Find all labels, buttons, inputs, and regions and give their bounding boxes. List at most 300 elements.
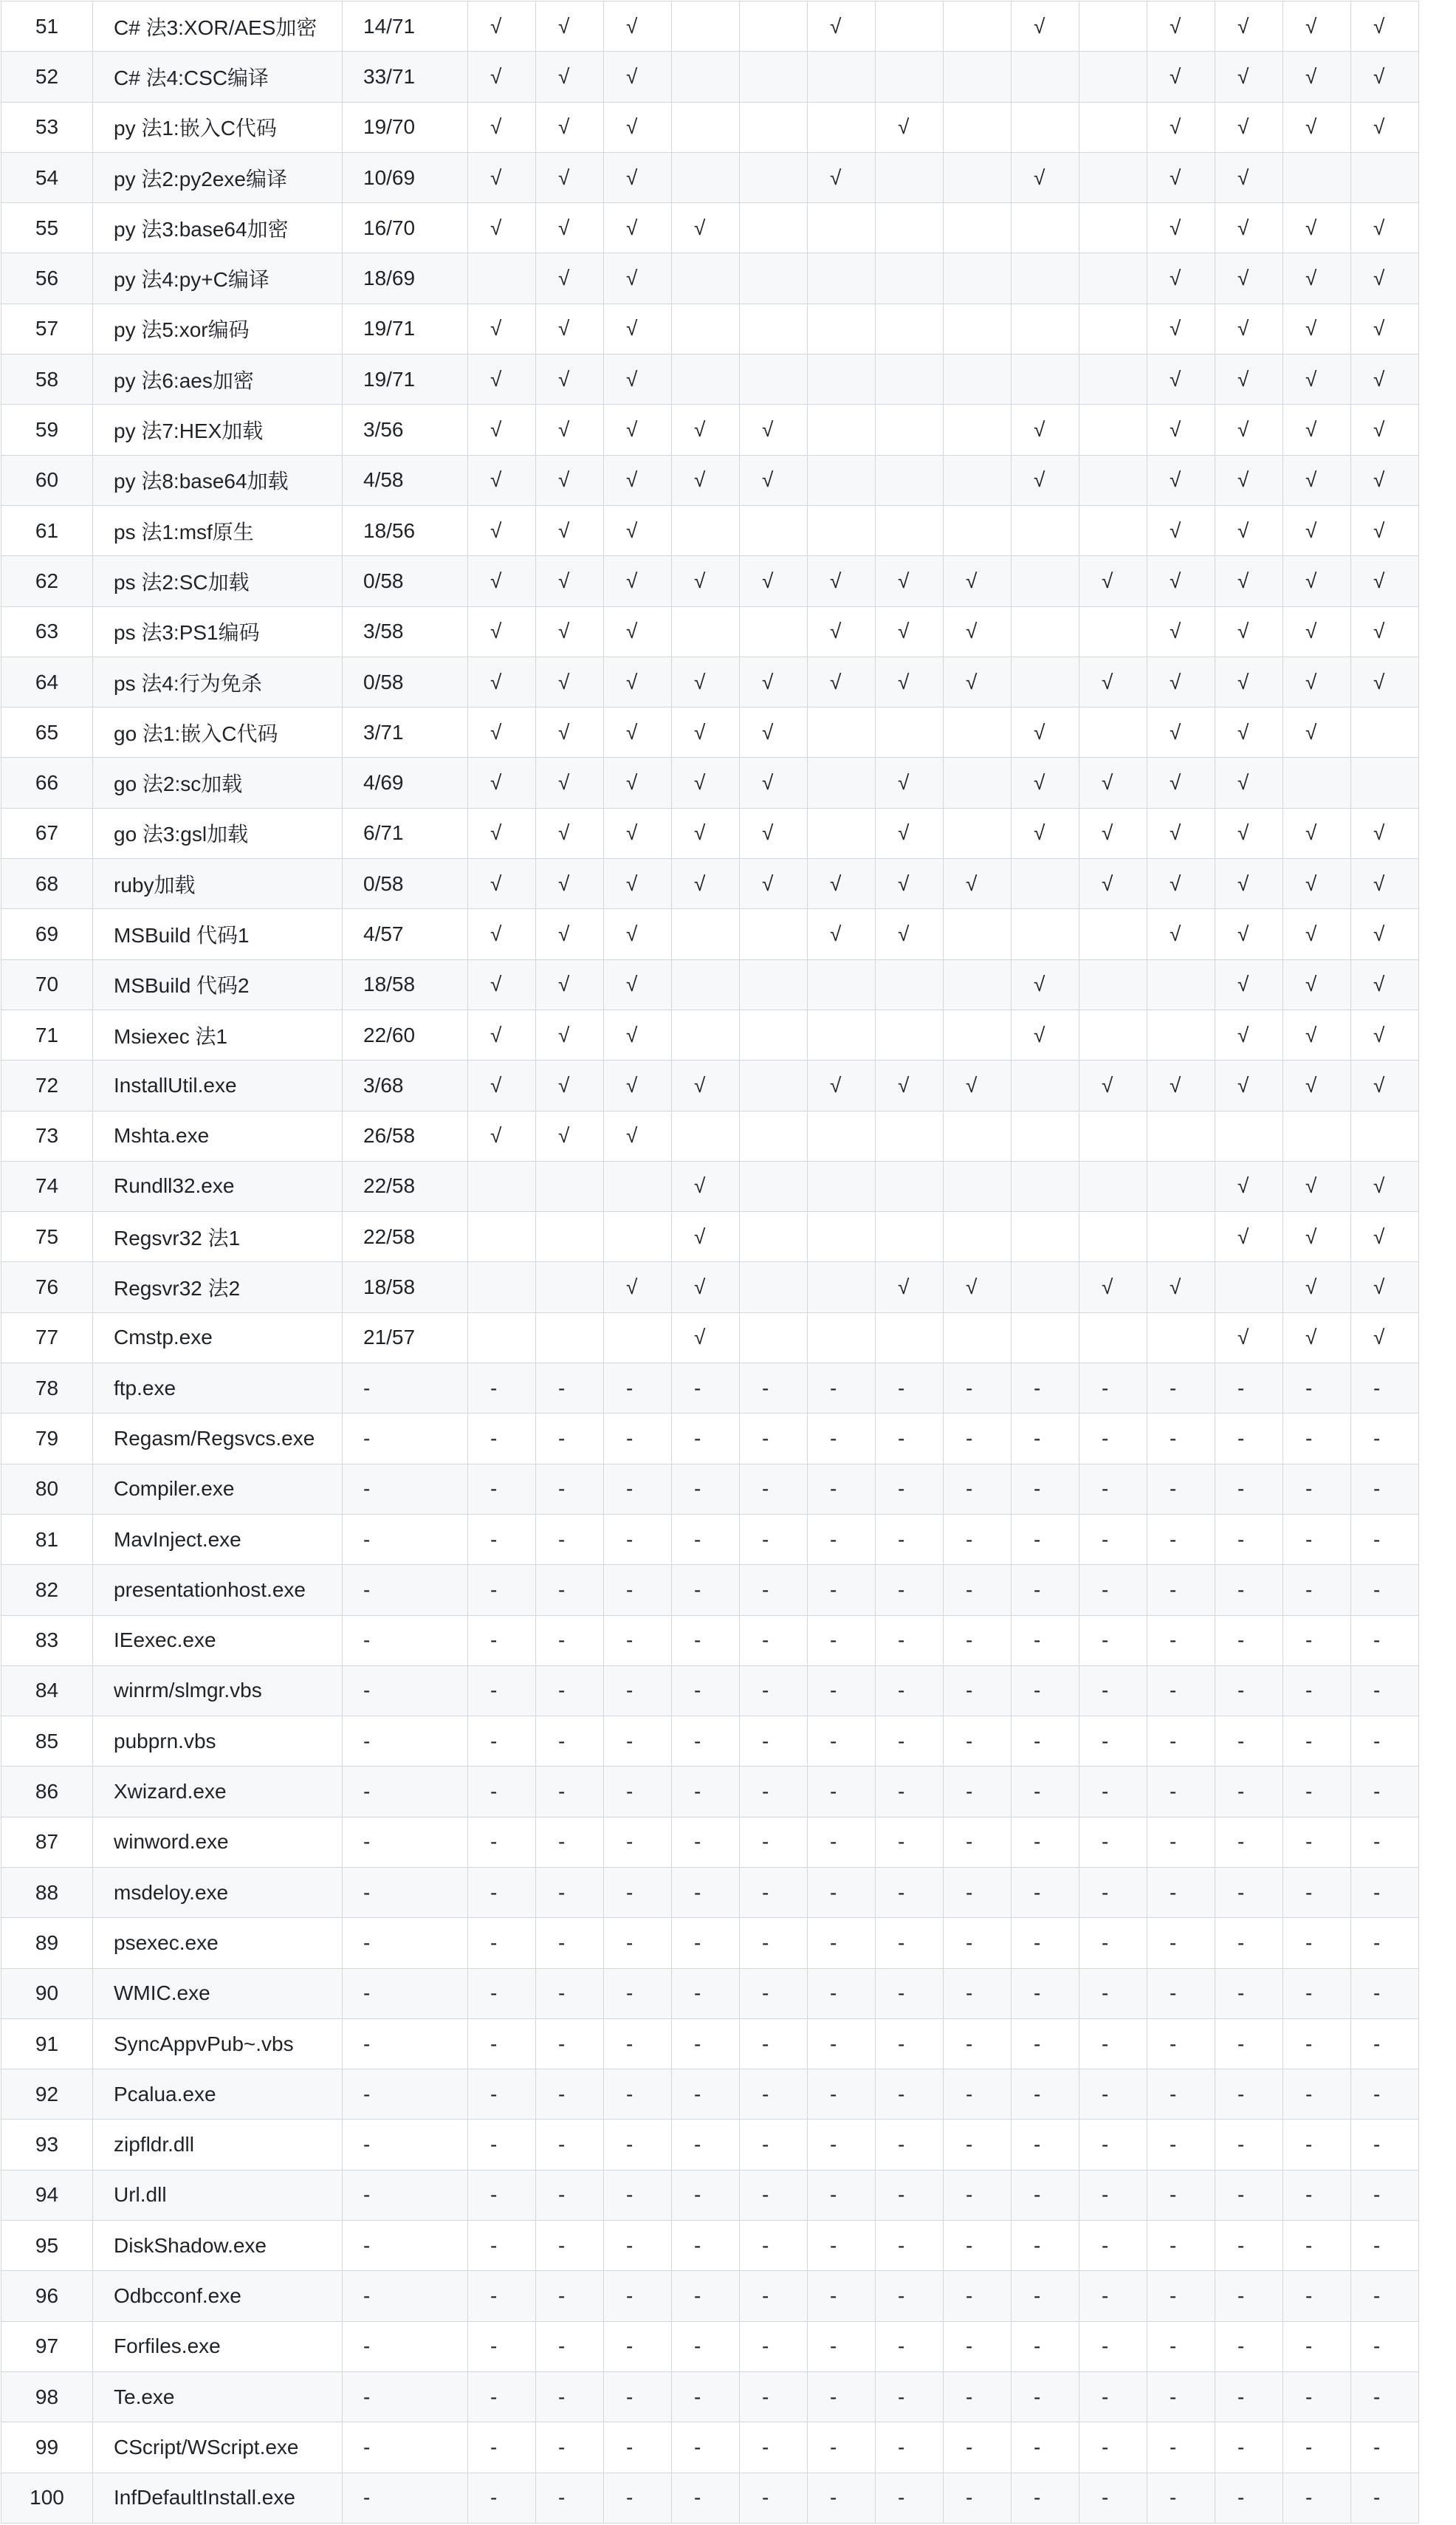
not-tested-cell: -: [1147, 1363, 1215, 1414]
empty-result-cell: [876, 1111, 944, 1161]
empty-result-cell: [672, 909, 740, 959]
not-tested-cell: -: [944, 1514, 1012, 1564]
not-tested-cell: -: [672, 1464, 740, 1514]
table-row: [1, 2321, 1419, 2371]
not-tested-cell: -: [1283, 1867, 1351, 1917]
check-mark-cell: √: [1215, 354, 1283, 405]
row-number-cell: 97: [1, 2321, 93, 2371]
detection-ratio-cell: 3/68: [343, 1061, 468, 1111]
not-tested-cell: -: [740, 1464, 808, 1514]
row-number-cell: 72: [1, 1061, 93, 1111]
check-mark-cell: √: [1283, 1010, 1351, 1060]
detection-ratio-cell: 3/56: [343, 405, 468, 455]
check-mark-cell: √: [1351, 405, 1419, 455]
not-tested-cell: -: [876, 2120, 944, 2170]
check-mark-cell: √: [604, 1, 672, 52]
not-tested-cell: -: [1079, 2170, 1147, 2220]
empty-result-cell: [808, 304, 876, 354]
check-mark-cell: √: [604, 455, 672, 505]
not-tested-cell: -: [740, 1414, 808, 1464]
not-tested-cell: -: [1147, 1918, 1215, 1968]
empty-result-cell: [1012, 253, 1079, 304]
not-tested-cell: -: [876, 1464, 944, 1514]
not-tested-cell: -: [1283, 1514, 1351, 1564]
check-mark-cell: √: [672, 1312, 740, 1363]
table-row: [1, 2221, 1419, 2271]
check-mark-cell: √: [536, 455, 604, 505]
row-number-cell: 98: [1, 2371, 93, 2422]
row-number-cell: 93: [1, 2120, 93, 2170]
empty-result-cell: [1012, 505, 1079, 555]
not-tested-cell: -: [740, 2221, 808, 2271]
empty-result-cell: [672, 52, 740, 102]
empty-result-cell: [1012, 1212, 1079, 1262]
check-mark-cell: √: [468, 556, 536, 606]
not-tested-cell: -: [536, 1565, 604, 1615]
method-name-cell: py 法7:HEX加载: [93, 405, 343, 455]
empty-result-cell: [672, 253, 740, 304]
check-mark-cell: √: [1283, 909, 1351, 959]
empty-result-cell: [808, 1262, 876, 1312]
table-row: [1, 556, 1419, 606]
not-tested-cell: -: [1012, 2422, 1079, 2473]
detection-ratio-cell: 19/70: [343, 102, 468, 152]
check-mark-cell: √: [1215, 253, 1283, 304]
not-tested-cell: -: [1012, 1615, 1079, 1665]
not-tested-cell: -: [672, 2018, 740, 2069]
method-name-cell: SyncAppvPub~.vbs: [93, 2018, 343, 2069]
check-mark-cell: √: [1283, 354, 1351, 405]
check-mark-cell: √: [1079, 1061, 1147, 1111]
not-tested-cell: -: [1147, 2120, 1215, 2170]
not-tested-cell: -: [1283, 1968, 1351, 2018]
empty-result-cell: [740, 1, 808, 52]
method-name-cell: ps 法2:SC加载: [93, 556, 343, 606]
not-tested-cell: -: [944, 1565, 1012, 1615]
not-tested-cell: -: [1079, 1363, 1147, 1414]
empty-result-cell: [1283, 1111, 1351, 1161]
empty-result-cell: [876, 1312, 944, 1363]
not-tested-cell: -: [876, 1565, 944, 1615]
check-mark-cell: √: [944, 859, 1012, 909]
empty-result-cell: [740, 1061, 808, 1111]
not-tested-cell: -: [1079, 2371, 1147, 2422]
method-name-cell: Cmstp.exe: [93, 1312, 343, 1363]
table-row: [1, 1817, 1419, 1867]
check-mark-cell: √: [536, 808, 604, 858]
check-mark-cell: √: [808, 1061, 876, 1111]
not-tested-cell: -: [944, 1968, 1012, 2018]
check-mark-cell: √: [876, 657, 944, 707]
empty-result-cell: [944, 1312, 1012, 1363]
row-number-cell: 69: [1, 909, 93, 959]
empty-result-cell: [808, 455, 876, 505]
row-number-cell: 92: [1, 2069, 93, 2120]
not-tested-cell: -: [468, 2170, 536, 2220]
check-mark-cell: √: [1215, 455, 1283, 505]
not-tested-cell: -: [1283, 1615, 1351, 1665]
empty-result-cell: [1079, 1111, 1147, 1161]
check-mark-cell: √: [468, 606, 536, 657]
check-mark-cell: √: [1147, 758, 1215, 808]
empty-result-cell: [808, 808, 876, 858]
not-tested-cell: -: [808, 2371, 876, 2422]
not-tested-cell: -: [1079, 2221, 1147, 2271]
check-mark-cell: √: [672, 1161, 740, 1211]
table-row: [1, 1363, 1419, 1414]
check-mark-cell: √: [468, 1, 536, 52]
method-name-cell: Regsvr32 法2: [93, 1262, 343, 1312]
table-row: [1, 2069, 1419, 2120]
detection-ratio-cell: -: [343, 2120, 468, 2170]
method-name-cell: Pcalua.exe: [93, 2069, 343, 2120]
check-mark-cell: √: [536, 253, 604, 304]
check-mark-cell: √: [672, 1212, 740, 1262]
method-name-cell: go 法1:嵌入C代码: [93, 708, 343, 758]
method-name-cell: py 法3:base64加密: [93, 203, 343, 253]
row-number-cell: 85: [1, 1716, 93, 1767]
not-tested-cell: -: [876, 1817, 944, 1867]
empty-result-cell: [808, 959, 876, 1010]
check-mark-cell: √: [536, 505, 604, 555]
detection-ratio-cell: 26/58: [343, 1111, 468, 1161]
not-tested-cell: -: [536, 1767, 604, 1817]
empty-result-cell: [1079, 1010, 1147, 1060]
method-name-cell: WMIC.exe: [93, 1968, 343, 2018]
check-mark-cell: √: [536, 354, 604, 405]
not-tested-cell: -: [672, 2120, 740, 2170]
empty-result-cell: [808, 102, 876, 152]
detection-ratio-cell: 22/58: [343, 1161, 468, 1211]
not-tested-cell: -: [1351, 2170, 1419, 2220]
not-tested-cell: -: [808, 2120, 876, 2170]
not-tested-cell: -: [1215, 2271, 1283, 2321]
not-tested-cell: -: [536, 1918, 604, 1968]
check-mark-cell: √: [1012, 1010, 1079, 1060]
check-mark-cell: √: [1215, 1010, 1283, 1060]
check-mark-cell: √: [672, 1262, 740, 1312]
not-tested-cell: -: [1147, 1716, 1215, 1767]
empty-result-cell: [944, 354, 1012, 405]
not-tested-cell: -: [604, 2473, 672, 2523]
check-mark-cell: √: [740, 808, 808, 858]
check-mark-cell: √: [1012, 1, 1079, 52]
not-tested-cell: -: [740, 1363, 808, 1414]
not-tested-cell: -: [1012, 2271, 1079, 2321]
not-tested-cell: -: [876, 2271, 944, 2321]
detection-ratio-cell: 4/58: [343, 455, 468, 505]
method-name-cell: py 法5:xor编码: [93, 304, 343, 354]
empty-result-cell: [740, 505, 808, 555]
check-mark-cell: √: [536, 909, 604, 959]
method-name-cell: C# 法3:XOR/AES加密: [93, 1, 343, 52]
not-tested-cell: -: [1147, 1665, 1215, 1716]
not-tested-cell: -: [1012, 1918, 1079, 1968]
empty-result-cell: [808, 708, 876, 758]
row-number-cell: 62: [1, 556, 93, 606]
check-mark-cell: √: [604, 808, 672, 858]
detection-ratio-cell: 22/58: [343, 1212, 468, 1262]
not-tested-cell: -: [1079, 1867, 1147, 1917]
not-tested-cell: -: [876, 2221, 944, 2271]
check-mark-cell: √: [1012, 808, 1079, 858]
check-mark-cell: √: [1215, 708, 1283, 758]
check-mark-cell: √: [1351, 1212, 1419, 1262]
not-tested-cell: -: [1351, 1767, 1419, 1817]
check-mark-cell: √: [1012, 708, 1079, 758]
empty-result-cell: [1079, 304, 1147, 354]
method-name-cell: py 法8:base64加载: [93, 455, 343, 505]
empty-result-cell: [1079, 52, 1147, 102]
detection-ratio-cell: 18/58: [343, 1262, 468, 1312]
not-tested-cell: -: [536, 2422, 604, 2473]
not-tested-cell: -: [1215, 1615, 1283, 1665]
not-tested-cell: -: [808, 2321, 876, 2371]
detection-ratio-cell: -: [343, 2018, 468, 2069]
check-mark-cell: √: [1351, 52, 1419, 102]
check-mark-cell: √: [672, 657, 740, 707]
empty-result-cell: [876, 304, 944, 354]
not-tested-cell: -: [1147, 2371, 1215, 2422]
check-mark-cell: √: [468, 859, 536, 909]
empty-result-cell: [876, 152, 944, 202]
check-mark-cell: √: [536, 959, 604, 1010]
empty-result-cell: [876, 1010, 944, 1060]
not-tested-cell: -: [1079, 1817, 1147, 1867]
not-tested-cell: -: [1215, 2321, 1283, 2371]
empty-result-cell: [944, 203, 1012, 253]
not-tested-cell: -: [672, 1565, 740, 1615]
method-name-cell: DiskShadow.exe: [93, 2221, 343, 2271]
row-number-cell: 68: [1, 859, 93, 909]
check-mark-cell: √: [1283, 606, 1351, 657]
not-tested-cell: -: [604, 2120, 672, 2170]
empty-result-cell: [1079, 354, 1147, 405]
not-tested-cell: -: [944, 1464, 1012, 1514]
empty-result-cell: [944, 1, 1012, 52]
not-tested-cell: -: [672, 1514, 740, 1564]
not-tested-cell: -: [808, 1867, 876, 1917]
not-tested-cell: -: [672, 2473, 740, 2523]
check-mark-cell: √: [1283, 455, 1351, 505]
empty-result-cell: [944, 1010, 1012, 1060]
empty-result-cell: [1147, 1010, 1215, 1060]
check-mark-cell: √: [808, 859, 876, 909]
method-name-cell: winword.exe: [93, 1817, 343, 1867]
not-tested-cell: -: [672, 2271, 740, 2321]
empty-result-cell: [876, 1212, 944, 1262]
check-mark-cell: √: [604, 354, 672, 405]
check-mark-cell: √: [536, 859, 604, 909]
row-number-cell: 63: [1, 606, 93, 657]
not-tested-cell: -: [1147, 2221, 1215, 2271]
empty-result-cell: [740, 909, 808, 959]
detection-ratio-cell: 18/56: [343, 505, 468, 555]
check-mark-cell: √: [1351, 556, 1419, 606]
not-tested-cell: -: [1147, 1968, 1215, 2018]
empty-result-cell: [672, 959, 740, 1010]
not-tested-cell: -: [1012, 1363, 1079, 1414]
not-tested-cell: -: [876, 1968, 944, 2018]
not-tested-cell: -: [740, 1514, 808, 1564]
not-tested-cell: -: [468, 2221, 536, 2271]
detection-ratio-cell: 16/70: [343, 203, 468, 253]
not-tested-cell: -: [740, 2069, 808, 2120]
not-tested-cell: -: [468, 2321, 536, 2371]
check-mark-cell: √: [1215, 758, 1283, 808]
method-name-cell: py 法6:aes加密: [93, 354, 343, 405]
check-mark-cell: √: [536, 102, 604, 152]
not-tested-cell: -: [808, 1565, 876, 1615]
not-tested-cell: -: [808, 2271, 876, 2321]
empty-result-cell: [1351, 1111, 1419, 1161]
not-tested-cell: -: [468, 1918, 536, 1968]
detection-ratio-cell: 0/58: [343, 859, 468, 909]
method-name-cell: zipfldr.dll: [93, 2120, 343, 2170]
table-row: [1, 859, 1419, 909]
empty-result-cell: [808, 253, 876, 304]
check-mark-cell: √: [1215, 1161, 1283, 1211]
not-tested-cell: -: [536, 1968, 604, 2018]
not-tested-cell: -: [876, 1414, 944, 1464]
not-tested-cell: -: [1147, 2271, 1215, 2321]
not-tested-cell: -: [1215, 2069, 1283, 2120]
method-name-cell: CScript/WScript.exe: [93, 2422, 343, 2473]
not-tested-cell: -: [604, 1565, 672, 1615]
not-tested-cell: -: [944, 1918, 1012, 1968]
check-mark-cell: √: [468, 758, 536, 808]
row-number-cell: 100: [1, 2473, 93, 2523]
empty-result-cell: [808, 1010, 876, 1060]
detection-ratio-cell: 19/71: [343, 354, 468, 405]
check-mark-cell: √: [1147, 859, 1215, 909]
not-tested-cell: -: [1215, 2120, 1283, 2170]
detection-ratio-cell: 0/58: [343, 657, 468, 707]
empty-result-cell: [1079, 1212, 1147, 1262]
check-mark-cell: √: [536, 304, 604, 354]
empty-result-cell: [1351, 708, 1419, 758]
check-mark-cell: √: [468, 203, 536, 253]
not-tested-cell: -: [672, 2221, 740, 2271]
not-tested-cell: -: [944, 1716, 1012, 1767]
detection-ratio-cell: -: [343, 1414, 468, 1464]
not-tested-cell: -: [604, 2321, 672, 2371]
empty-result-cell: [1079, 1, 1147, 52]
check-mark-cell: √: [1283, 52, 1351, 102]
not-tested-cell: -: [468, 2422, 536, 2473]
empty-result-cell: [1079, 152, 1147, 202]
not-tested-cell: -: [1215, 2170, 1283, 2220]
check-mark-cell: √: [1283, 1312, 1351, 1363]
not-tested-cell: -: [1079, 2120, 1147, 2170]
check-mark-cell: √: [876, 808, 944, 858]
check-mark-cell: √: [1351, 909, 1419, 959]
not-tested-cell: -: [740, 1716, 808, 1767]
empty-result-cell: [944, 52, 1012, 102]
check-mark-cell: √: [1147, 405, 1215, 455]
empty-result-cell: [536, 1312, 604, 1363]
empty-result-cell: [1079, 253, 1147, 304]
not-tested-cell: -: [468, 2120, 536, 2170]
empty-result-cell: [1147, 959, 1215, 1010]
method-name-cell: py 法4:py+C编译: [93, 253, 343, 304]
not-tested-cell: -: [1012, 2069, 1079, 2120]
not-tested-cell: -: [1215, 1464, 1283, 1514]
not-tested-cell: -: [1351, 2221, 1419, 2271]
check-mark-cell: √: [1283, 505, 1351, 555]
detection-ratio-cell: 14/71: [343, 1, 468, 52]
check-mark-cell: √: [468, 405, 536, 455]
empty-result-cell: [876, 405, 944, 455]
not-tested-cell: -: [808, 1767, 876, 1817]
check-mark-cell: √: [604, 304, 672, 354]
not-tested-cell: -: [740, 1817, 808, 1867]
not-tested-cell: -: [1012, 1716, 1079, 1767]
row-number-cell: 79: [1, 1414, 93, 1464]
not-tested-cell: -: [1351, 1918, 1419, 1968]
method-name-cell: MSBuild 代码1: [93, 909, 343, 959]
check-mark-cell: √: [468, 808, 536, 858]
check-mark-cell: √: [808, 556, 876, 606]
check-mark-cell: √: [1079, 758, 1147, 808]
empty-result-cell: [604, 1212, 672, 1262]
check-mark-cell: √: [1283, 1, 1351, 52]
check-mark-cell: √: [672, 455, 740, 505]
not-tested-cell: -: [536, 1414, 604, 1464]
empty-result-cell: [1012, 203, 1079, 253]
not-tested-cell: -: [876, 1867, 944, 1917]
row-number-cell: 52: [1, 52, 93, 102]
check-mark-cell: √: [1283, 556, 1351, 606]
method-name-cell: presentationhost.exe: [93, 1565, 343, 1615]
not-tested-cell: -: [1351, 1464, 1419, 1514]
check-mark-cell: √: [1012, 152, 1079, 202]
detection-ratio-cell: -: [343, 2422, 468, 2473]
detection-ratio-cell: -: [343, 2069, 468, 2120]
not-tested-cell: -: [1012, 1767, 1079, 1817]
check-mark-cell: √: [1283, 657, 1351, 707]
row-number-cell: 54: [1, 152, 93, 202]
check-mark-cell: √: [1283, 102, 1351, 152]
not-tested-cell: -: [944, 2371, 1012, 2422]
empty-result-cell: [740, 1212, 808, 1262]
empty-result-cell: [1079, 102, 1147, 152]
table-row: [1, 1061, 1419, 1111]
check-mark-cell: √: [740, 758, 808, 808]
check-mark-cell: √: [536, 203, 604, 253]
not-tested-cell: -: [944, 1615, 1012, 1665]
detection-ratio-cell: -: [343, 1767, 468, 1817]
not-tested-cell: -: [1147, 1414, 1215, 1464]
not-tested-cell: -: [1079, 1716, 1147, 1767]
not-tested-cell: -: [1147, 1767, 1215, 1817]
empty-result-cell: [740, 1111, 808, 1161]
method-name-cell: Odbcconf.exe: [93, 2271, 343, 2321]
not-tested-cell: -: [468, 2018, 536, 2069]
empty-result-cell: [808, 354, 876, 405]
row-number-cell: 89: [1, 1918, 93, 1968]
not-tested-cell: -: [1351, 1817, 1419, 1867]
row-number-cell: 61: [1, 505, 93, 555]
check-mark-cell: √: [536, 606, 604, 657]
empty-result-cell: [1215, 1111, 1283, 1161]
not-tested-cell: -: [1012, 2321, 1079, 2371]
not-tested-cell: -: [536, 1615, 604, 1665]
not-tested-cell: -: [604, 1968, 672, 2018]
not-tested-cell: -: [1012, 1565, 1079, 1615]
check-mark-cell: √: [468, 1111, 536, 1161]
not-tested-cell: -: [672, 1363, 740, 1414]
